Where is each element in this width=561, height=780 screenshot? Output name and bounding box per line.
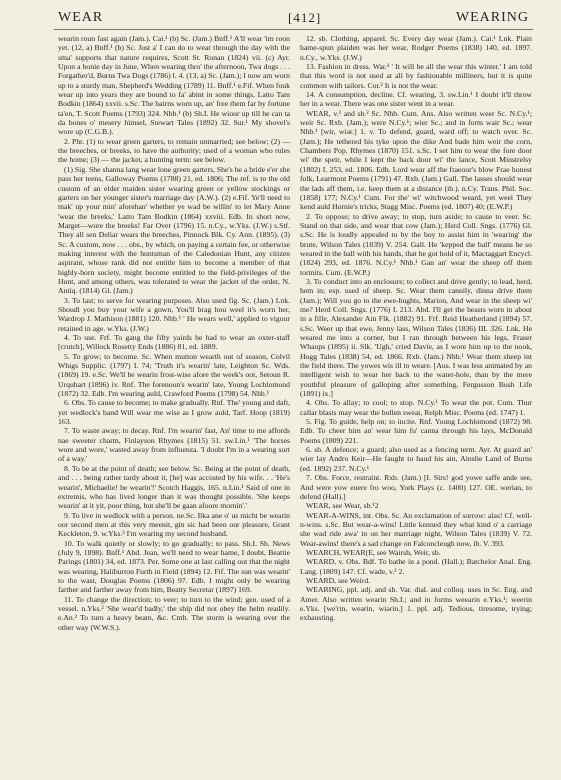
entry-paragraph: 7. Obs. Force, restraint. Rxb. (Jam.) [I. Sirs! god yowe saffe ande see, And were yow euere fro woo, York Plays (c. 1400) 127. OE. werian, to defend (Hall).] (300, 473, 532, 501)
entry-paragraph: 3. To conduct into an enclosure; to collect and drive gently; to lead, herd, hem in; esp. used of sheep. Sc. Wear them cannily, dinna drive them (Jam.); Will you go to the ewe-bughts, Marion, And wear in the sheep wi' me? Herd Coll. Sngs. (1776) I. 213. Abd. I'll get the beasts worn in about in a fille, Alexander Ain Flk. (1882) 91. Frf. Reid Heatherland (1894) 57. s.Sc. Weer up that ewe, Jenny lass, Wilson Tales (1836) III. 326. Lnk. He weared me into a corner, but I ran through between his legs, Fraser Whaups (1895) ii. Slk. 'Ugh,' cried Davie, as I wore him up to the nook, Hogg Tales (1838) 54, ed. 1866. Rxb. (Jam.) Nhb.¹ Wear them sheep int the field there. The yowes wis ill to weare. [Aus. I was less animated by an intelligent wish to wear her back to the water-hole, than by the mere youthful pleasure of galloping after something, Fergusson Bush Life (1891) ix.] (300, 276, 532, 399)
entry-paragraph: 6. sb. A defence; a guard; also used as a fencing term. Ayr. At guard an' wier lay Andro Keir—He faught to haud his ain, Ainslie Land of Burns (ed. 1892) 237. N.Cy.¹ (300, 445, 532, 473)
entry-paragraph: 5. Fig. To guide, help on; to incite. Rnf. Young Lochlomond (1872) 98. Edb. To cheer him an' wear him fu' canna through his lays, McDonald Poems (1809) 221. (300, 417, 532, 445)
entry-paragraph: WEARING, ppl. adj. and sb. Var. dial. and colloq. uses in Sc. Eng. and Amer. Also written wearin Sh.I.; and in forms weearin e.Yks.¹; weerin e.Yks. [we'rin, weərin, wiərin.] 1. ppl. adj. Tedious, tiresome, trying; exhausting. (300, 585, 532, 623)
entry-paragraph: (1) Sig. She shanna lang wear lone green garters, She's be a bride e'er she pass her teens, Galloway Poems (1788) 21, ed. 1806; The ref. is to the old custom of an elder maiden sister wearing green or yellow stockings or garters on her younger sister's marriage day (A.W.). (2) e.Fif. Ye'll need to mak' up your min' aforehan' whether ye wad be willin' to let Mary Anne 'wear the breeks,' Latto Tam Bodkin (1864) xxviii. Edb. In short now, Marget—wure the breeks! Far Over (1796) 15. n.Cy., w.Yks. (J.W.) s.Stf. They all sen Deliar wears the breeches, Pinnock Blk. Cy. Ann. (1895). (3) Sc. A custom, now . . . obs., by which, on paying a certain fee, or otherwise making interest with the huntsman of the Caledonian Hunt, any citizen aspirant, whose rank did not entitle him to become a member of that highly-born society, might become entitled to the field-privileges of the Hunt, and among others, was tolerated to wear the jacket of the order, N. Antiq. (1814) Gl. (Jam.) (58, 164, 290, 296)
page-header (58, 10, 529, 28)
entry-paragraph: 6. Obs. To cause to become; to make gradually. Rnf. The' young and daft, yet wedlock's band Will wear me wise as I grow auld, Tarf. Hoop (1819) 163. (58, 398, 290, 427)
entry-paragraph: WEARCH, WEAR(E, see Wairsh, Weir, sb. (306, 547, 441, 557)
entry-paragraph: WEAR-A-WINS, int. Obs. Sc. An exclamation of sorrow: alas! Cf. well-n-wins. s.Sc. But wear-a-wins! Little kenned they what kind o' a carriage she wad ride awa' in on her marriage night, Wilson Tales (1839) V. 72. Wear-awins! there's a sad change on Falconcleugh now, ib. V. 393. (300, 510, 532, 548)
entry-paragraph: 9. To live in wedlock with a person. ne.Sc. Ilka ane o' us micht be wearin oor second men at this very meenit, gin sic had been our pleasure, Grant Keckleton, 9. w.Yks.² I'm wearing my second husband. (58, 510, 290, 539)
page-number: [412] (288, 10, 322, 25)
header-headword-left: WEAR (58, 10, 104, 25)
entry-paragraph: WEAR, see Wear, sb.¹2 (306, 501, 379, 511)
right-column (300, 34, 532, 774)
entry-paragraph: 4. Obs. To allay; to cool; to stop. N.Cy.¹ To wear the pot. Cum. Thur callar blasts may wear the bollen sweat, Relph Misc. Poems (ed. 1747) 1. (300, 398, 532, 417)
entry-paragraph: WEAR, v.² and sb.² Sc. Nhb. Cum. Ans. Also written weer Sc. N.Cy.¹; weir Sc. Rxb. (Jam.); were N.Cy.¹; wier Sc.; and in form wair Sc.; wear Nhb.¹ [wir, wiər.] 1. v. To defend, guard, ward off; to watch over. Sc. (Jam.); He tethered his tyke upon the dike And bade him weir the corn, Chambers Pop. Rhymes (1870) 151. s.Sc. I set him to wear the fore door wi' the speir, while I kept the back door wi' the lance, Scott Minstrelsy (1802) I. 253, ed. 1806. Edb. Lord wear aff the fraeour's blow Frae honest folk, Learmont Poems (1791) 47. Rxb. (Jam.) Gall. The lasses should wear the lads aff them, i.e. keep them at a distance (ib.). n.Cy. Trans. Phil. Soc. (1858) 177; N.Cy.¹ Cum. For the' wi' witchwood weard, yet weel They kend auld Hornie's tricks, Stagg Misc. Poems (ed. 1807) 40; (E.W.P.) (300, 108, 532, 212)
entry-paragraph: 14. A consumption, decline. Cf. wearing, 3. sw.Lin.¹ I doubt it'll throw her in a wear. There was one sister went in a wear. (300, 90, 532, 109)
entry-paragraph: WEARD, see Weird. (306, 575, 371, 585)
entry-paragraph: 2. Phr. (1) to wear green garters, to remain unmarried; see below; (2) — the breeches, or breeks, to have the authority; used of a woman who rules the home; (3) — the jacket, a hunting term: see below. (58, 136, 290, 165)
entry-paragraph: 13. Fashion in dress. War.³ ' It will be all the wear this winter.' I am told that this word is not used at all by fashionable milliners, but it is quite common with tailors. Cor.² It is not the wear. (300, 62, 532, 90)
entry-paragraph: 3. To last; to serve for wearing purposes. Also used fig. Sc. (Jam.) Lnk. Shoudl you buy your wife a gown, You'll brag hou weel it's worn her, Wardrop J. Mathison (1881) 120. Nhb.¹ ' He wears well,' applied to vigour retained in age. w.Yks. (J.W.) (58, 295, 290, 333)
entry-paragraph: 5. To grow; to become. Sc. When mutton wearth out of season, Colvil Whigs Supplic. (1797) I. 74; 'Truth it's wearin' late, Leighton Sc. Wds. (1869) 19. e.Sc. We'll be wearin frost-wise afore the week's oot, Setoun R. Urquhart (1896) iv. Rnf. The forenoon's wearin' late, Young Lochlomond (1872) 32. Edb. I'm wearing auld, Crawford Poems (1798) 54. Nhb.¹ (58, 351, 290, 399)
left-column (58, 34, 290, 774)
entry-paragraph: 8. To be at the point of death; see below. Sc. Being at the point of death, and . . . being rather tardy about it, [he] was accosted by his wife. . . 'He's wearin', Michaelie! be wearin'!' Scotch Haggis, 165. n.Lin.¹ Said of one in extremis, who has lived longer than it was thought possible. 'She keeps wearin' at it yit, poor thing, but she'll be gaan afoore mornin'.' (58, 463, 290, 511)
entry-paragraph: 12. sb. Clothing, apparel. Sc. Every day wear (Jam.). Cai.¹ Lnk. Plain hame-spun plaiden was her wear, Rodger Poems (1838) 140, ed. 1897. n.Cy., w.Yks. (J.W.) (300, 34, 532, 62)
entry-paragraph: 11. To change the direction; to veer; to turn to the wind; gen. used of a vessel. n.Yks.² 'She wear'd badly,' the ship did not obey the helm readily. e.An.² To turn a heavy beam, &c. Cmb. The storm is wearing over the other way (W.W.S.). (58, 594, 290, 632)
entry-paragraph: WEARD, v. Obs. Bdf. To bathe in a pond. (Hall.); Batchelor Anal. Eng. Lang. (1809) 147. Cf. wade, v.² 2. (300, 557, 532, 576)
entry-paragraph: 10. To walk quietly or slowly; to go gradually; to pass. Sh.I. Sh. News (July 9, 1898). Bnff.¹ Abd. Jean, we'll need to wear hame, I doubt, Beattie Parings (1801) 34, ed. 1873. Per. Some one at last calling out that the night was wearing, Haliburton Furth in Field (1894) 12. Fif. The sun was wearin' to the wast, Douglas Poems (1806) 97. Edb. I might only be wearing farther and farther away from him, Beatty Secretar (1897) 169. (58, 538, 290, 595)
entry-paragraph: 2. To oppose; to drive away; to stop, turn aside; to cause to veer. Sc. Stand on that side, and wear that cow (Jam.); Herd Coll. Sngs. (1776) Gl. s.Sc. He is loudly appealed to by the boy to assist him in 'wearing' the brute, Wilson Tales (1839) V. 254. Gall. He 'kepped the ball' means he so weared in the ball with his hands, that he got hold of it, Mactaggart Encycl. (1824) 293, ed. 1876. N.Cy.¹ Nhb.¹ Gan an' wear the sheep off them tormits. Cum. (E.W.P.) (300, 211, 532, 277)
entry-paragraph: 4. To use. Frf. To gang the fifty yairds he had to wear an oxter-staff [crutch], Willock Rosetty Ends (1886) 81, ed. 1889. (58, 333, 290, 352)
entry-paragraph: 7. To waste away; to decay. Rnf. I'm wearin' fast, An' time to me affords nae sweeter charm, Finlayson Rhymes (1815) 51. sw.Lin.¹ 'The horses wore and wore,' wasted away from influenza. 'I doubt I'm in a wearing sort of a way.' (58, 426, 290, 464)
header-headword-right: WEARING (455, 10, 529, 25)
header-rule (54, 29, 533, 30)
entry-paragraph: wearin roun fast again (Jam.). Cai.¹ (b) Sc. (Jam.) Bnff.¹ A'll wear 'im roon yet. (12, a) Bnff.¹ (b) Sc. Just a' I can do to wear through the day with the sma' supports that nature requires, Scott St. Ronan (1824) vii. (c) Ayr. Upon a bonie day in June, When wearing thro' the afternoon, Twa dogs . . . Forgather'd, Burns Twa Dogs (1786) l. 4. (13, a) Sc. (Jam.); I now am worn up to a sturdy man, Shepherd's Wedding (1789) 11. Bnff.¹ e.Fif. When fouk wear up into years they are bound to fa' abint in some things, Latto Tam Bodkin (1864) xxvii. s.Sc. The bairns worn up, an' free them far by fortune ta'en, T. Scott Poems (1793) 324. Nhb.¹ (b) Sh.I. He wiour up till he can ta da bones o' mesery himsel, Stewart Tales (1892) 32. Sur.¹ My shovel's wore up (C.G.B.). (58, 34, 290, 137)
